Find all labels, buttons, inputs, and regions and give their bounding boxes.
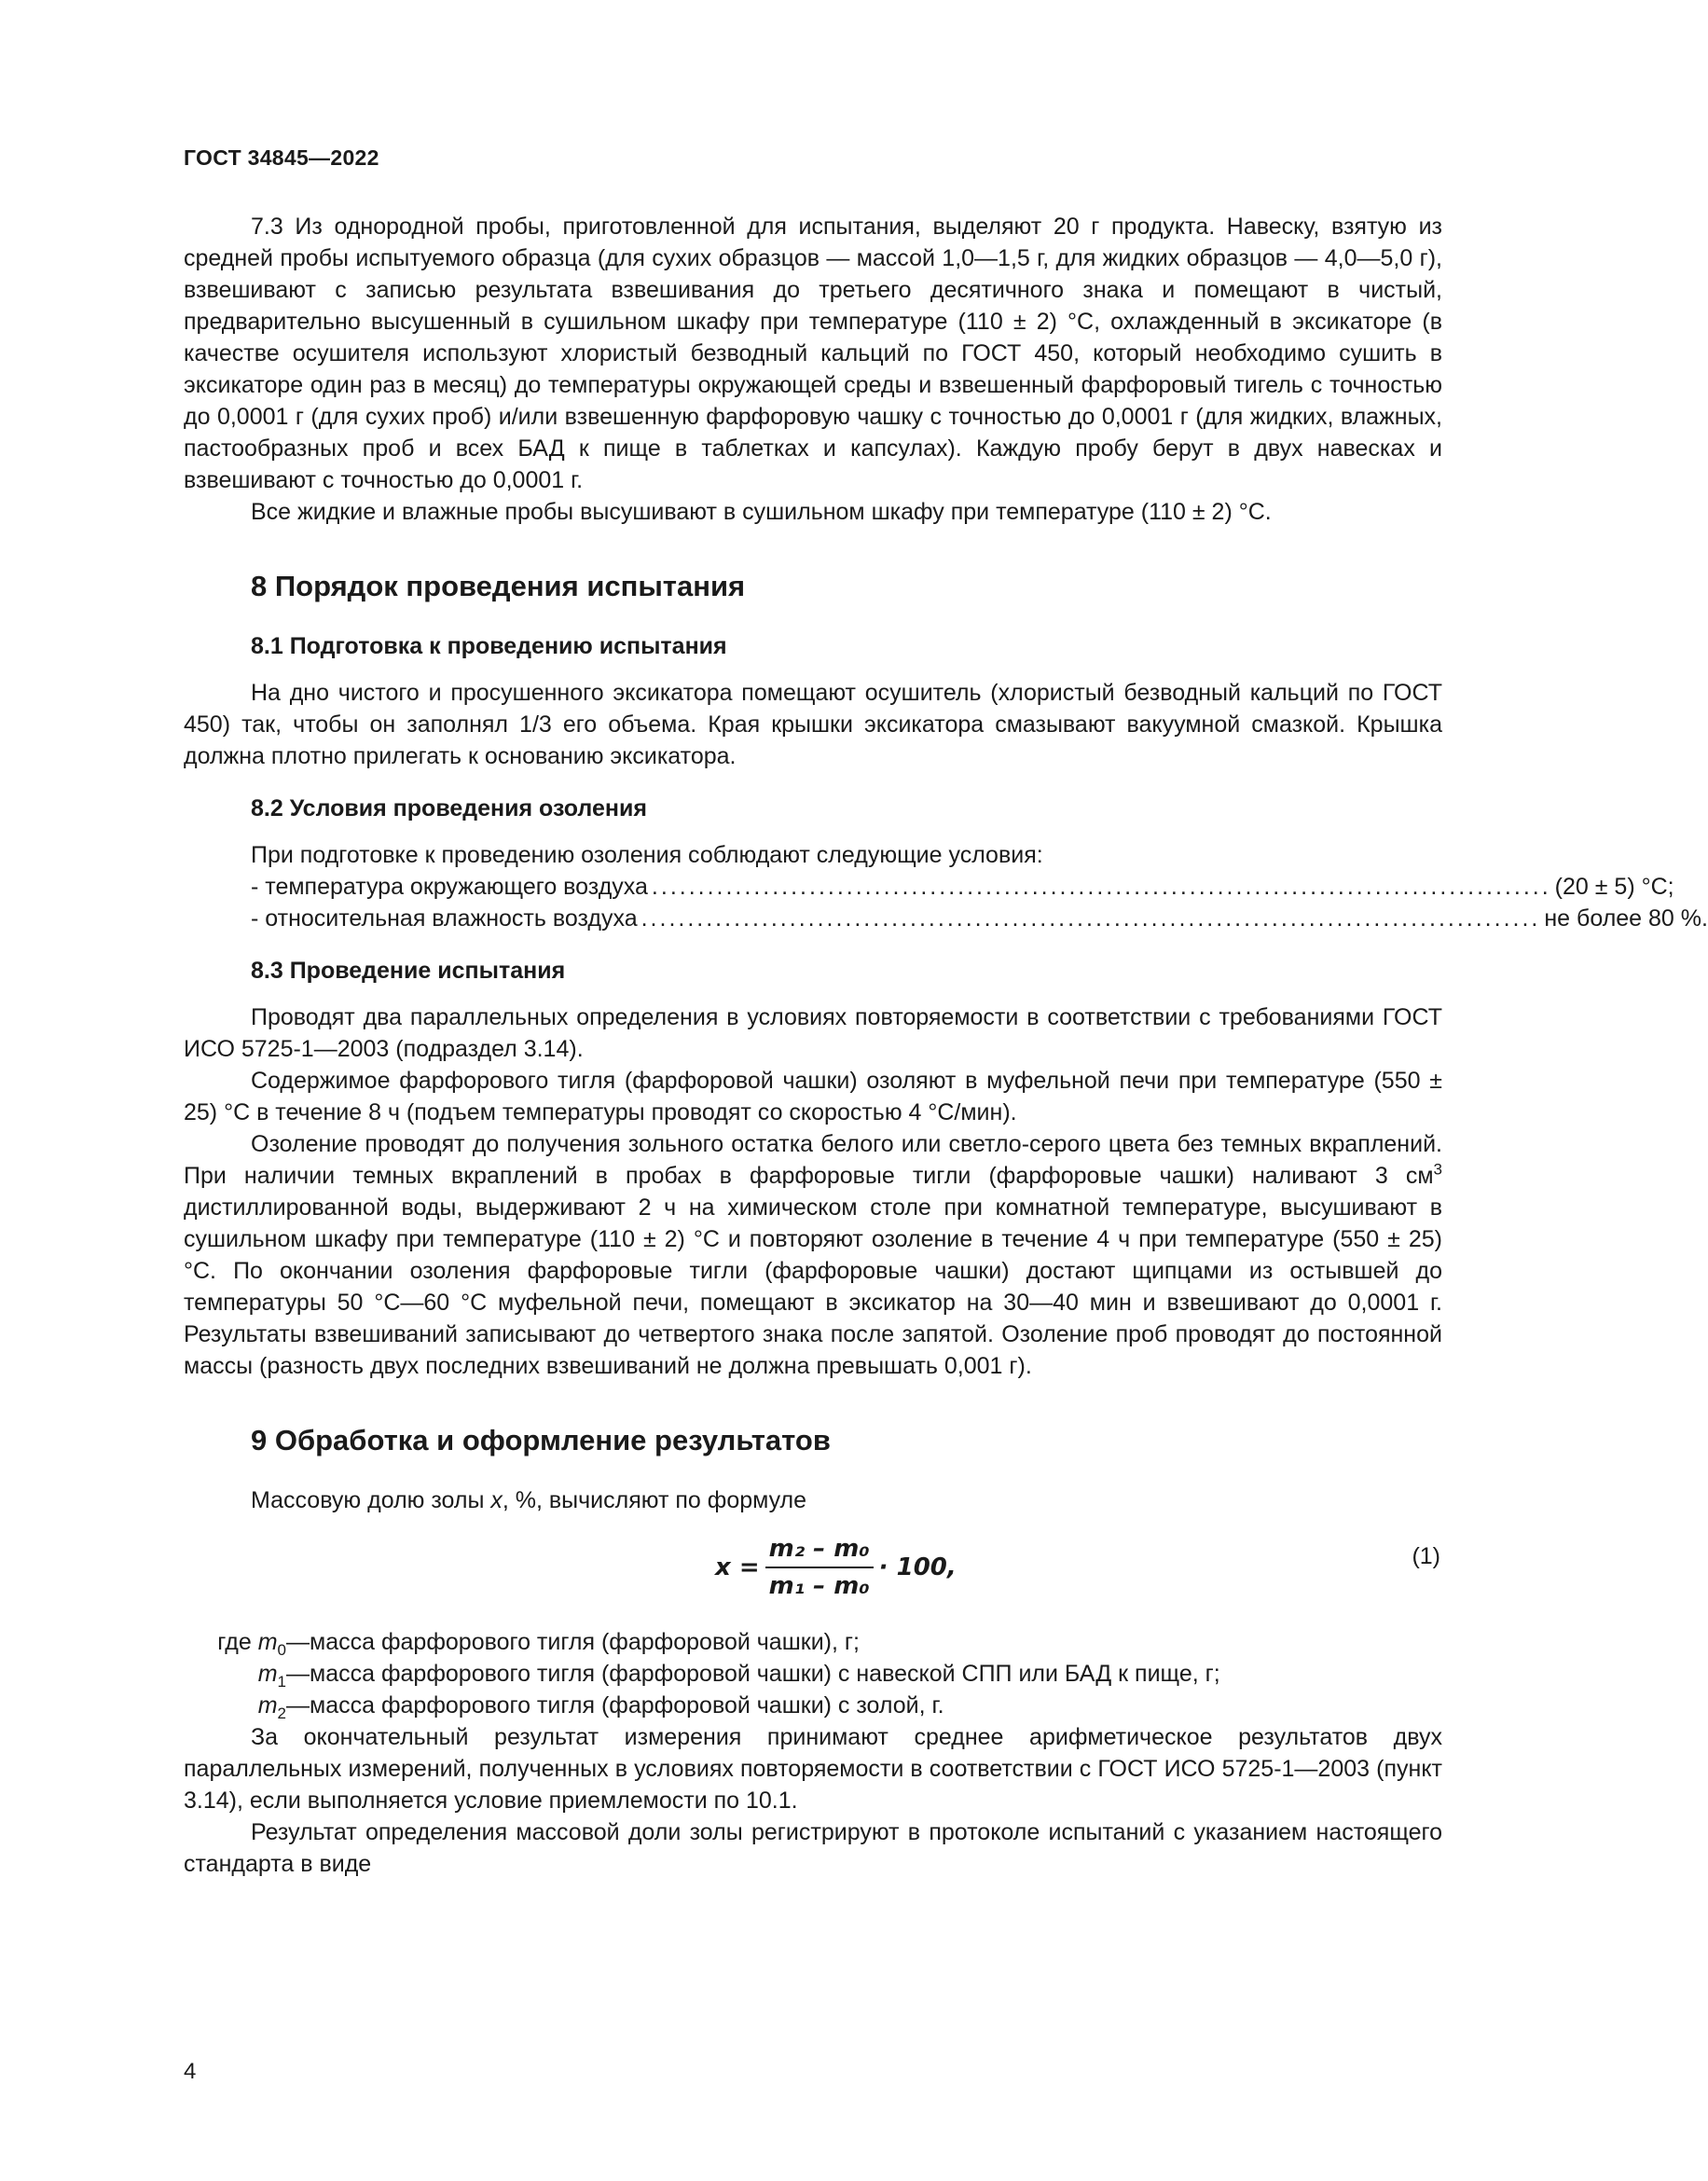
symbol: m bbox=[257, 1692, 278, 1719]
section-9-heading: 9 Обработка и оформление результатов bbox=[251, 1424, 831, 1456]
paragraph-8-3-3 bbox=[184, 1128, 1442, 1382]
definition-row bbox=[184, 1658, 1220, 1690]
symbol-subscript: 0 bbox=[277, 1641, 286, 1659]
superscript: 3 bbox=[1433, 1160, 1442, 1179]
document-header: ГОСТ 34845—2022 bbox=[184, 145, 379, 170]
paragraph-7-3-drying: Все жидкие и влажные пробы высушивают в сушильном шкафу при температуре (110 ± 2) °С. bbox=[251, 499, 1272, 525]
definitions-list bbox=[184, 1626, 1220, 1721]
definition-lead: где bbox=[217, 1629, 252, 1655]
paragraph-7-3: 7.3 Из однородной пробы, приготовленной для испытания, выделяют 20 г продукта. Навеску, взятую из средней пробы испытуемого образца (для сухих образцов — массой 1,0—1,5 г, для жидких образцов — 4,0—5,0 г), взвешивают с записью результата взвешивания до третьего десятичного знака и помещают в чистый, предварительно высушенный в сушильном шкафу при температуре (110 ± 2) °С, охлажденный в эксикаторе (в качестве осушителя используют хлористый безводный кальций по ГОСТ 450, который необходимо сушить в эксикаторе один раз в месяц) до температуры окружающей среды и взвешенный фарфоровый тигель с точностью до 0,0001 г (для сухих проб) и/или взвешенную фарфоровую чашку с точностью до 0,0001 г (для жидких, влажных, пастообразных проб и всех БАД к пище в таблетках и капсулах). Каждую пробу берут в двух навесках и взвешивают с точностью до 0,0001 г. bbox=[184, 214, 1442, 493]
definition-symbol bbox=[184, 1690, 286, 1721]
formula-tail: · 100, bbox=[878, 1553, 957, 1581]
definition-text: масса фарфорового тигля (фарфоровой чашки) с золой, г. bbox=[310, 1692, 944, 1719]
formula bbox=[715, 1533, 957, 1602]
paragraph-8-2-intro: При подготовке к проведению озоления соблюдают следующие условия: bbox=[251, 842, 1043, 868]
definition-text: масса фарфорового тигля (фарфоровой чашки) с навеской СПП или БАД к пище, г; bbox=[310, 1661, 1220, 1687]
paragraph-text: Массовую долю золы bbox=[251, 1487, 491, 1513]
paragraph-text: Озоление проводят до получения зольного остатка белого или светло-серого цвета без темных вкраплений. При наличии темных вкраплений в пробах в фарфоровые тигли (фарфоровые чашки) наливают 3 см bbox=[184, 1131, 1442, 1189]
formula-block bbox=[184, 1524, 1442, 1608]
dash: — bbox=[286, 1661, 310, 1687]
paragraph-text: дистиллированной воды, выдерживают 2 ч на химическом столе при комнатной температуре, высушивают в сушильном шкафу при температуре (110 ± 2) °С и повторяют озоление в течение 4 ч при температуре (550 ± 25) °С. По окончании озоления фарфоровые тигли (фарфоровые чашки) достают щипцами из остывшей до температуры 50 °С—60 °С муфельной печи, помещают в эксикатор на 30—40 мин и взвешивают до 0,0001 г. Результаты взвешиваний записывают до четвертого знака после запятой. Озоление проб проводят до постоянной массы (разность двух последних взвешиваний не должна превышать 0,001 г). bbox=[184, 1194, 1442, 1379]
formula-lhs: x = bbox=[715, 1553, 760, 1581]
paragraph-9-intro bbox=[184, 1484, 1442, 1516]
definition-symbol bbox=[184, 1626, 286, 1658]
dot-leader: ................................................................................................. bbox=[640, 905, 1541, 932]
condition-label: - относительная влажность воздуха bbox=[251, 905, 638, 932]
formula-denominator: m₁ – m₀ bbox=[768, 1572, 870, 1600]
symbol-subscript: 1 bbox=[277, 1673, 286, 1691]
paragraph-text: , %, вычисляют по формуле bbox=[502, 1487, 807, 1513]
condition-value: не более 80 %. bbox=[1544, 905, 1708, 932]
condition-value: (20 ± 5) °С; bbox=[1554, 874, 1674, 900]
definition-symbol bbox=[184, 1658, 286, 1690]
paragraph-9-3: Результат определения массовой доли золы регистрируют в протоколе испытаний с указанием настоящего стандарта в виде bbox=[184, 1819, 1442, 1877]
condition-label: - температура окружающего воздуха bbox=[251, 874, 648, 900]
dot-leader: ................................................................................................. bbox=[651, 874, 1551, 900]
definition-row bbox=[184, 1626, 1220, 1658]
dash: — bbox=[286, 1629, 310, 1655]
formula-numerator: m₂ – m₀ bbox=[765, 1533, 874, 1568]
variable: x bbox=[490, 1487, 503, 1513]
dash: — bbox=[286, 1692, 310, 1719]
formula-fraction bbox=[765, 1533, 874, 1602]
subsection-8-2-heading: 8.2 Условия проведения озоления bbox=[251, 795, 647, 821]
paragraph-8-1: На дно чистого и просушенного эксикатора помещают осушитель (хлористый безводный кальций по ГОСТ 450) так, чтобы он заполнял 1/3 его объема. Края крышки эксикатора смазывают вакуумной смазкой. Крышка должна плотно прилегать к основанию эксикатора. bbox=[184, 680, 1442, 769]
symbol: m bbox=[257, 1629, 278, 1655]
page-number: 4 bbox=[184, 2059, 197, 2084]
definition-row bbox=[184, 1690, 1220, 1721]
formula-number: (1) bbox=[1412, 1543, 1440, 1569]
condition-temperature bbox=[184, 871, 1674, 903]
paragraph-9-2: За окончательный результат измерения принимают среднее арифметическое результатов двух параллельных измерений, полученных в условиях повторяемости в соответствии с ГОСТ ИСО 5725-1—2003 (пункт 3.14), если выполняется условие приемлемости по 10.1. bbox=[184, 1724, 1442, 1814]
symbol-subscript: 2 bbox=[277, 1705, 286, 1722]
condition-humidity bbox=[184, 903, 1708, 934]
subsection-8-3-heading: 8.3 Проведение испытания bbox=[251, 958, 566, 984]
subsection-8-1-heading: 8.1 Подготовка к проведению испытания bbox=[251, 633, 727, 659]
section-8-heading: 8 Порядок проведения испытания bbox=[251, 570, 746, 602]
paragraph-8-3-2: Содержимое фарфорового тигля (фарфоровой чашки) озоляют в муфельной печи при температуре (550 ± 25) °С в течение 8 ч (подъем температуры проводят со скоростью 4 °С/мин). bbox=[184, 1068, 1442, 1125]
paragraph-8-3-1: Проводят два параллельных определения в условиях повторяемости в соответствии с требованиями ГОСТ ИСО 5725-1—2003 (подраздел 3.14). bbox=[184, 1004, 1442, 1062]
document-body bbox=[184, 211, 1708, 1880]
symbol: m bbox=[257, 1661, 278, 1687]
definition-text: масса фарфорового тигля (фарфоровой чашки), г; bbox=[310, 1629, 860, 1655]
